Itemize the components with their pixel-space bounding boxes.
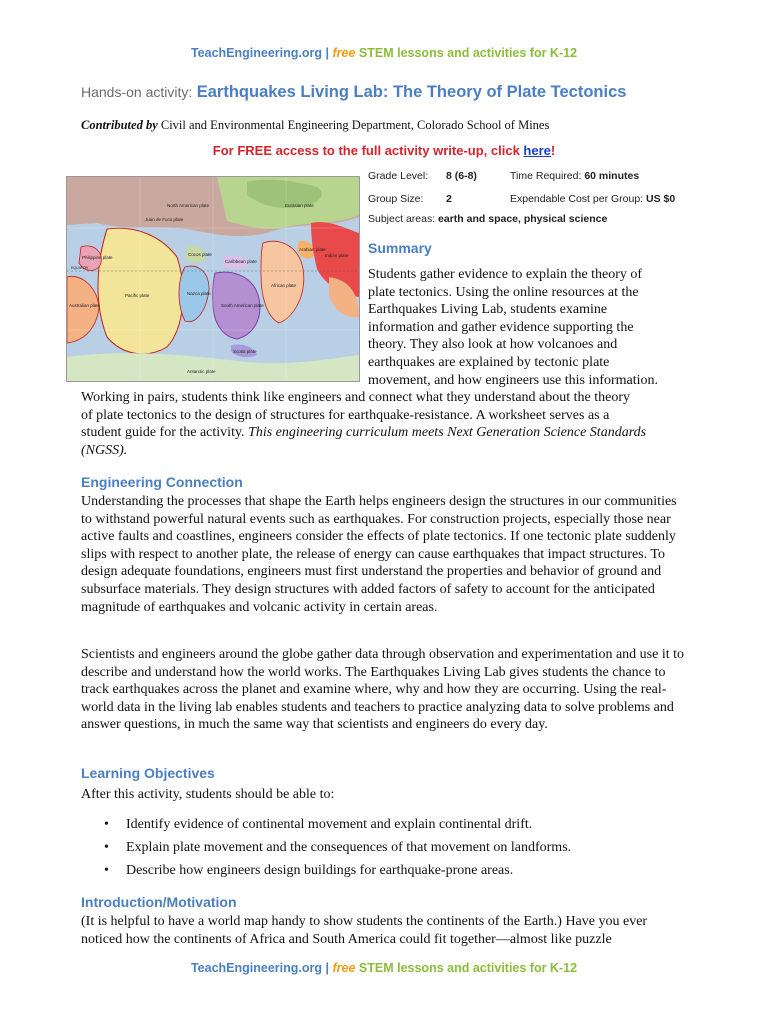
map-label-south-american: South American plate xyxy=(221,303,264,308)
objective-text: Identify evidence of continental movement and explain continental drift. xyxy=(126,817,533,832)
free-access-line xyxy=(0,143,768,158)
map-label-nazca: Nazca plate xyxy=(187,291,211,296)
bullet-icon: • xyxy=(104,863,109,878)
page-header xyxy=(0,46,768,60)
map-label-caribbean: Caribbean plate xyxy=(225,259,257,264)
summary-line: Earthquakes Living Lab, students examine xyxy=(368,302,608,318)
title-prefix: Hands-on activity: xyxy=(81,84,193,100)
here-link[interactable]: here xyxy=(523,143,551,158)
contributed-label: Contributed by xyxy=(81,118,158,132)
list-item xyxy=(100,840,720,863)
map-label-pacific: Pacific plate xyxy=(125,293,150,298)
free-access-text: For FREE access to the full activity write-up, click xyxy=(212,143,520,158)
map-label-north-american: North American plate xyxy=(167,203,210,208)
ngss-note: This engineering curriculum meets Next Generation Science Standards (NGSS). xyxy=(81,425,647,458)
engineering-heading: Engineering Connection xyxy=(81,474,243,490)
map-label-juan-de-fuca: Juan de Fuca plate xyxy=(145,217,184,222)
map-label-antarctic: Antarctic plate xyxy=(187,369,216,374)
bullet-icon: • xyxy=(104,817,109,832)
time-value: 60 minutes xyxy=(584,170,640,182)
summary-line: plate tectonics. Using the online resources at the xyxy=(368,284,639,300)
map-label-cocos: Cocos plate xyxy=(188,252,212,257)
map-label-scotia: Scotia plate xyxy=(233,349,257,354)
summary-heading: Summary xyxy=(368,240,432,256)
free-access-end: ! xyxy=(550,143,556,158)
subject-value: earth and space, physical science xyxy=(438,213,608,225)
introduction-heading: Introduction/Motivation xyxy=(81,894,237,910)
bullet-icon: • xyxy=(104,840,109,855)
map-label-african: African plate xyxy=(271,283,297,288)
summary-line: of plate tectonics to the design of structures for earthquake-resistance. A worksheet serves as a xyxy=(81,407,610,423)
footer-tagline: STEM lessons and activities for K-12 xyxy=(358,961,578,975)
cost-value: US $0 xyxy=(646,193,676,205)
summary-narrow xyxy=(368,266,698,389)
engineering-paragraph-2: Scientists and engineers around the globe gather data through observation and experimentation and use it to describe and understand how the world works. The Earthquakes Living Lab gives students the chance to track earthquakes across the planet and examine where, why and how they are occurring. Using the real-world data in the living lab enables students and teachers to practice analyzing data to solve problems and answer questions, in much the same way that scientists and engineers do every day. xyxy=(81,647,684,733)
contributed-by xyxy=(81,118,741,133)
cost-label: Expendable Cost per Group: xyxy=(510,193,644,205)
summary-line: student guide for the activity. xyxy=(81,425,245,441)
group-value: 2 xyxy=(446,193,452,205)
time-label: Time Required: xyxy=(510,170,582,182)
grade-label: Grade Level: xyxy=(368,170,429,182)
subject-label: Subject areas: xyxy=(368,213,436,225)
objectives-intro: After this activity, students should be able to: xyxy=(81,787,335,802)
map-label-equator: EQUATOR xyxy=(71,266,88,270)
summary-wide xyxy=(81,389,691,459)
objective-text: Explain plate movement and the consequences of that movement on landforms. xyxy=(126,840,572,855)
map-label-indian: Indian plate xyxy=(325,253,349,258)
footer-separator: | xyxy=(325,961,329,975)
group-label: Group Size: xyxy=(368,193,424,205)
summary-line: Working in pairs, students think like engineers and connect what they understand about the theory xyxy=(81,390,631,405)
header-tagline: STEM lessons and activities for K-12 xyxy=(358,46,578,60)
site-name[interactable]: TeachEngineering.org xyxy=(190,46,323,60)
page-footer xyxy=(0,961,768,975)
map-label-philippine: Philippine plate xyxy=(82,255,113,260)
page-title xyxy=(81,83,751,102)
summary-line: movement, and how engineers use this information. xyxy=(368,372,659,388)
list-item xyxy=(100,863,720,886)
map-label-eurasian: Eurasian plate xyxy=(285,203,314,208)
free-label: free xyxy=(332,961,356,975)
grade-value: 8 (6-8) xyxy=(446,170,477,182)
summary-line: earthquakes are explained by tectonic plate xyxy=(368,354,610,370)
summary-line: information and gather evidence supporting the xyxy=(368,319,634,335)
header-separator: | xyxy=(325,46,329,60)
objectives-heading: Learning Objectives xyxy=(81,765,215,781)
engineering-paragraph-1: Understanding the processes that shape the Earth helps engineers design the structures in our communities to withstand powerful natural events such as earthquakes. For construction projects, especially those near active faults and coastlines, engineers consider the effects of plate tectonics. If one tectonic plate suddenly slips with respect to another plate, the release of energy can cause earthquakes that impact structures. To design adequate foundations, engineers must first understand the properties and behavior of ground and subsurface materials. They design structures with added factors of safety to account for the anticipated magnitude of earthquakes and volcanic activity in certain areas. xyxy=(81,494,677,615)
plate-tectonics-map xyxy=(66,176,360,382)
summary-line: theory. They also look at how volcanoes and xyxy=(368,337,618,353)
map-label-australian: Australian plate xyxy=(69,303,101,308)
list-item xyxy=(100,817,720,840)
free-label: free xyxy=(332,46,356,60)
summary-line: Students gather evidence to explain the theory of xyxy=(368,267,643,282)
introduction-text: (It is helpful to have a world map handy to show students the continents of the Earth.) Have you ever noticed how the continents of Africa and South America could fit together—almost like puzzle xyxy=(81,914,648,947)
objective-text: Describe how engineers design buildings for earthquake-prone areas. xyxy=(126,863,514,878)
contributor: Civil and Environmental Engineering Department, Colorado School of Mines xyxy=(160,118,550,132)
map-label-arabian: Arabian plate xyxy=(299,247,326,252)
site-name[interactable]: TeachEngineering.org xyxy=(190,961,323,975)
title-text: Earthquakes Living Lab: The Theory of Plate Tectonics xyxy=(196,83,627,101)
objectives-list xyxy=(100,817,720,886)
